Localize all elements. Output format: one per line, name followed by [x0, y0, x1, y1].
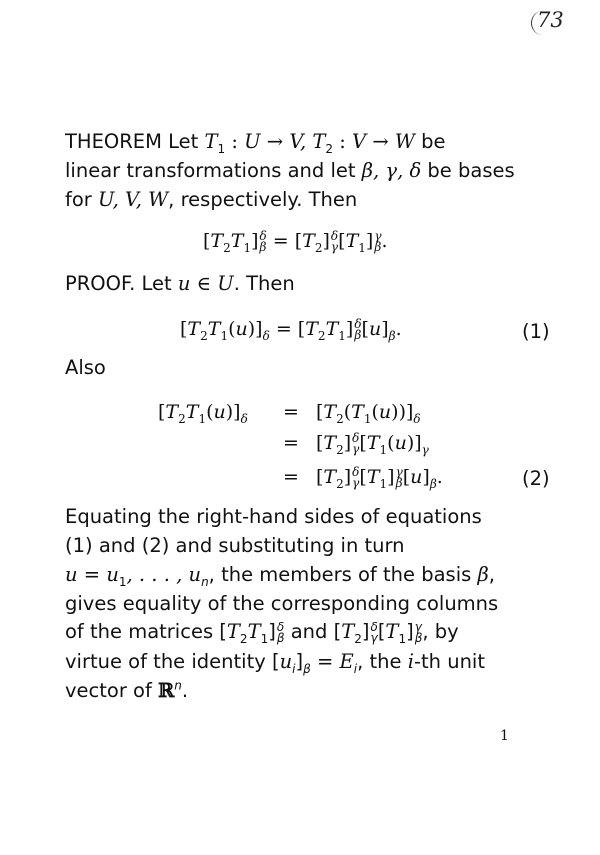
paragraph-line-1: Equating the right-hand sides of equations [65, 505, 482, 528]
equation-2-rhs-2: $[T_2]$ δ γ $[T_1(u)]_\gamma$ [316, 431, 429, 457]
page-mark-annotation: 73 [537, 8, 564, 32]
equals-sign: = [283, 466, 299, 488]
paragraph-line-4: gives equality of the corresponding columns [65, 592, 499, 615]
also-text: Also [65, 356, 106, 379]
theorem-line-3: for U, V, W, respectively. Then [65, 188, 358, 211]
equation-2-rhs-3: $[T_2]$ δ γ $[T_1]$ γ β $[u]_\beta$. [316, 465, 443, 491]
handwritten-circle [531, 11, 554, 35]
equation-1: $[T_2T_1(u)]_\delta = [T_2T_1]$ δ β $[u]_\beta$. [180, 317, 402, 343]
paragraph-line-5: of the matrices $[T_2T_1]$ δ β and $[T_2]$ δ γ $[T_1]$ γ β , by [65, 619, 459, 646]
page-number: 1 [500, 728, 509, 744]
equals-sign: = [283, 432, 299, 454]
paragraph-line-3: $u = u_1$, . . . , $u_n$, the members of the basis β, [65, 563, 495, 589]
proof-label: PROOF. [65, 272, 136, 295]
proof-line: PROOF. Let u ∈ U. Then [65, 272, 295, 295]
paragraph-line-7: vector of ℝ$^n$. [65, 678, 189, 702]
theorem-line-2: linear transformations and let β, γ, δ be bases [65, 159, 515, 182]
equation-2-rhs-1: $[T_2(T_1(u))]_\delta$ [316, 401, 421, 426]
paragraph-line-6: virtue of the identity $[u_i]_\beta = E_i$, the i-th unit [65, 650, 485, 676]
equation-1-number: (1) [522, 320, 550, 343]
theorem-label: THEOREM [65, 130, 162, 153]
theorem-equation: $[T_2T_1]$ δ β = $[T_2]$ δ γ $[T_1]$ γ β . [203, 229, 388, 255]
theorem-line-1: THEOREM Let $T_1$ : U → V, $T_2$ : V → W be [65, 130, 446, 156]
equation-2-number: (2) [522, 467, 550, 490]
equals-sign: = [283, 401, 299, 423]
equation-2-row-1: $[T_2T_1(u)]_\delta$ [158, 401, 248, 426]
paragraph-line-2: (1) and (2) and substituting in turn [65, 534, 405, 557]
